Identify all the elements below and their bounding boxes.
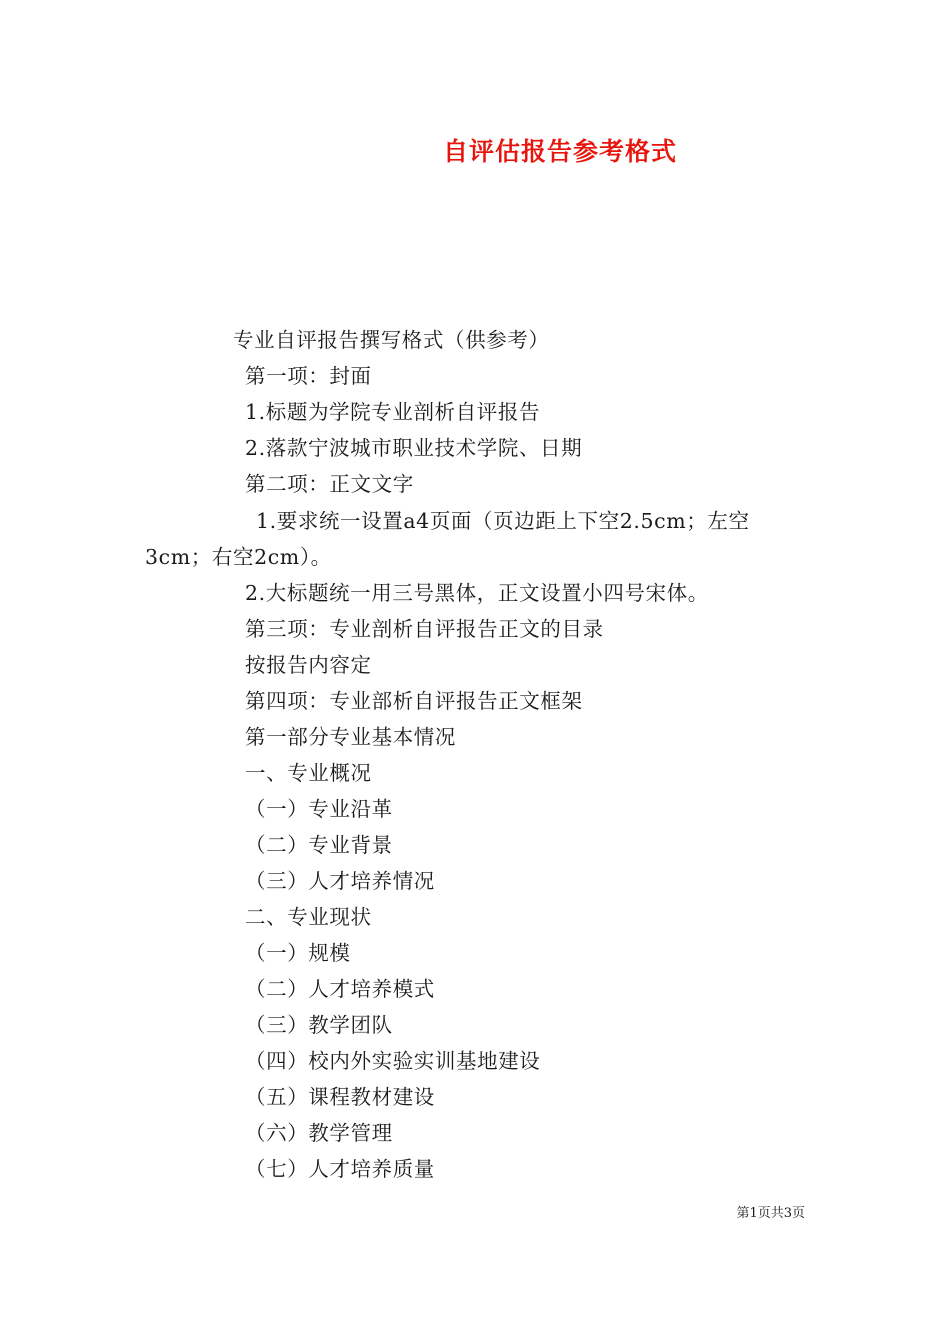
text-line: 第三项：专业剖析自评报告正文的目录 [245, 617, 604, 641]
text-line: 第四项：专业部析自评报告正文框架 [245, 689, 583, 713]
text-line: 第二项：正文文字 [245, 472, 414, 496]
text-line: （三）人才培养情况 [245, 869, 435, 893]
text-line: （二）人才培养模式 [245, 977, 435, 1001]
page-number: 第1页共3页 [736, 1206, 805, 1221]
text-line: （一）专业沿革 [245, 797, 393, 821]
text-line: 2.大标题统一用三号黑体，正文设置小四号宋体。 [245, 581, 709, 605]
text-line: 2.落款宁波城市职业技术学院、日期 [245, 436, 583, 460]
text-line: 第一项：封面 [245, 364, 372, 388]
text-line: （五）课程教材建设 [245, 1085, 435, 1109]
text-line: （一）规模 [245, 941, 351, 965]
text-line: 按报告内容定 [245, 653, 372, 677]
text-line: 第一部分专业基本情况 [245, 725, 456, 749]
text-line: 二、专业现状 [245, 905, 372, 929]
text-line: 3cm；右空2cm）。 [145, 545, 332, 569]
text-line: 专业自评报告撰写格式（供参考） [233, 328, 550, 352]
text-line: （三）教学团队 [245, 1013, 393, 1037]
text-line: 1.要求统一设置a4页面（页边距上下空2.5cm；左空 [256, 509, 750, 533]
text-line: 一、专业概况 [245, 761, 372, 785]
text-line: （四）校内外实验实训基地建设 [245, 1049, 541, 1073]
text-line: （七）人才培养质量 [245, 1157, 435, 1181]
text-line: （六）教学管理 [245, 1121, 393, 1145]
text-line: 1.标题为学院专业剖析自评报告 [245, 400, 541, 424]
document-title: 自评估报告参考格式 [442, 137, 677, 166]
text-line: （二）专业背景 [245, 833, 393, 857]
